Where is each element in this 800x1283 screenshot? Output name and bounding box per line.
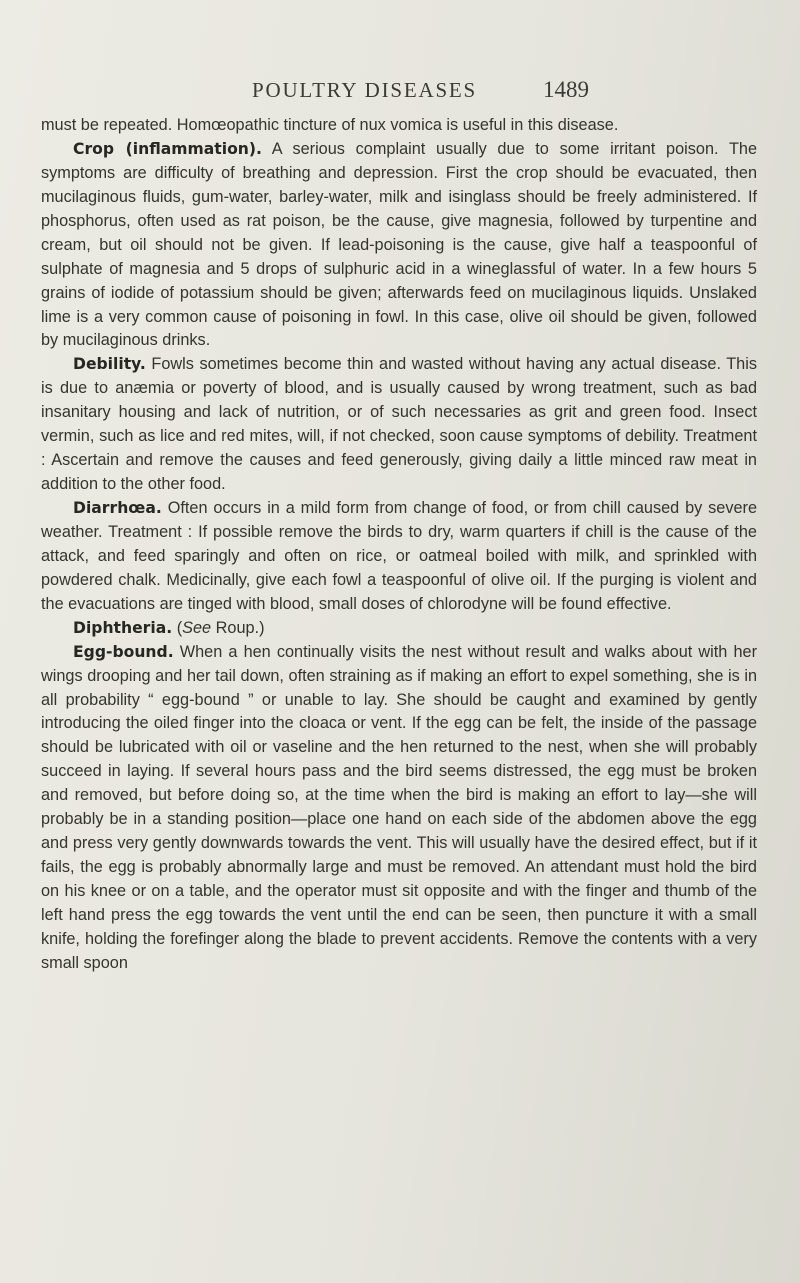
running-title: POULTRY DISEASES (252, 78, 478, 102)
entry-diphtheria (41, 617, 757, 641)
entry-text-debility: Fowls sometimes become thin and wasted without having any actual disease. This is due to anæmia or poverty of blood, and is usually caused by wrong treatment, such as bad insanitary housing and lack of nutrition, or of such necessaries as grit and green food. Insect vermin, such as lice and red mites, will, if not checked, soon cause symptoms of debility. Treatment : Ascertain and remove the causes and feed generously, giving daily a little minced raw meat in addition to the other food. (41, 355, 757, 494)
entry-diarrhoea (41, 497, 757, 617)
page-header (40, 74, 764, 114)
continuation-paragraph: must be repeated. Homœopathic tincture of nux vomica is useful in this disease. (41, 116, 619, 134)
entry-heading-egg-bound: Egg-bound. (73, 642, 174, 661)
entry-heading-diphtheria: Diphtheria. (73, 618, 173, 637)
entry-text-crop: A serious complaint usually due to some irritant poison. The symptoms are difficulty of breathing and depression. First the crop should be evacuated, then mucilaginous fluids, gum-water, barley-water, milk and isinglass should be freely administered. If phosphorus, often used as rat poison, be the cause, give magnesia, followed by turpentine and cream, but oil should not be given. If lead-poisoning is the cause, give half a teaspoonful of sulphate of magnesia and 5 drops of sulphuric acid in a wineglassful of water. In a few hours 5 grains of iodide of potassium should be given; afterwards feed on mucilaginous liquids. Unslaked lime is a very common cause of poisoning in fowl. In this case, olive oil should be given, followed by mucilaginous drinks. (41, 139, 757, 350)
entry-text-diarrhoea: Often occurs in a mild form from change of food, or from chill caused by severe weather. Treatment : If possible remove the birds to dry, warm quarters if chill is the cause of the attack, and feed sparingly and often on rice, or oatmeal boiled with milk, and sprinkled with powdered chalk. Medicinally, give each fowl a teaspoonful of olive oil. If the purging is violent and the evacuations are tinged with blood, small doses of chlorodyne will be found effective. (41, 499, 757, 613)
cross-reference-target: Roup.) (211, 618, 265, 637)
cross-reference-see: See (182, 618, 212, 637)
entry-debility (41, 353, 757, 497)
entry-heading-debility: Debility. (73, 355, 146, 374)
page-number: 1489 (543, 77, 589, 102)
entry-egg-bound (41, 641, 757, 976)
entry-heading-diarrhoea: Diarrhœa. (73, 499, 162, 517)
entry-crop (41, 138, 757, 353)
entry-heading-crop: Crop (inflammation). (73, 139, 262, 158)
cross-reference-open: ( (176, 618, 183, 637)
article-body (41, 114, 757, 976)
entry-text-egg-bound: When a hen continually visits the nest without result and walks about with her wings drooping and her tail down, often straining as if making an effort to expel something, she is in all probability “ egg-bound ” or unable to lay. She should be caught and examined by gently introducing the oiled finger into the cloaca or vent. If the egg can be felt, the inside of the passage should be lubricated with oil or vaseline and the hen returned to the nest, when she will probably succeed in laying. If several hours pass and the bird seems distressed, the egg must be broken and removed, but before doing so, at the time when the bird is making an effort to lay—she will probably be in a standing position—place one hand on each side of the abdomen above the egg and press very gently downwards towards the vent. This will usually have the desired effect, but if it fails, the egg is probably abnormally large and must be removed. An attendant must hold the bird on his knee or on a table, and the operator must sit opposite and with the finger and thumb of the left hand press the egg towards the vent until the end can be seen, then puncture it with a small knife, holding the forefinger along the blade to prevent accidents. Remove the contents with a very small spoon (41, 642, 758, 972)
